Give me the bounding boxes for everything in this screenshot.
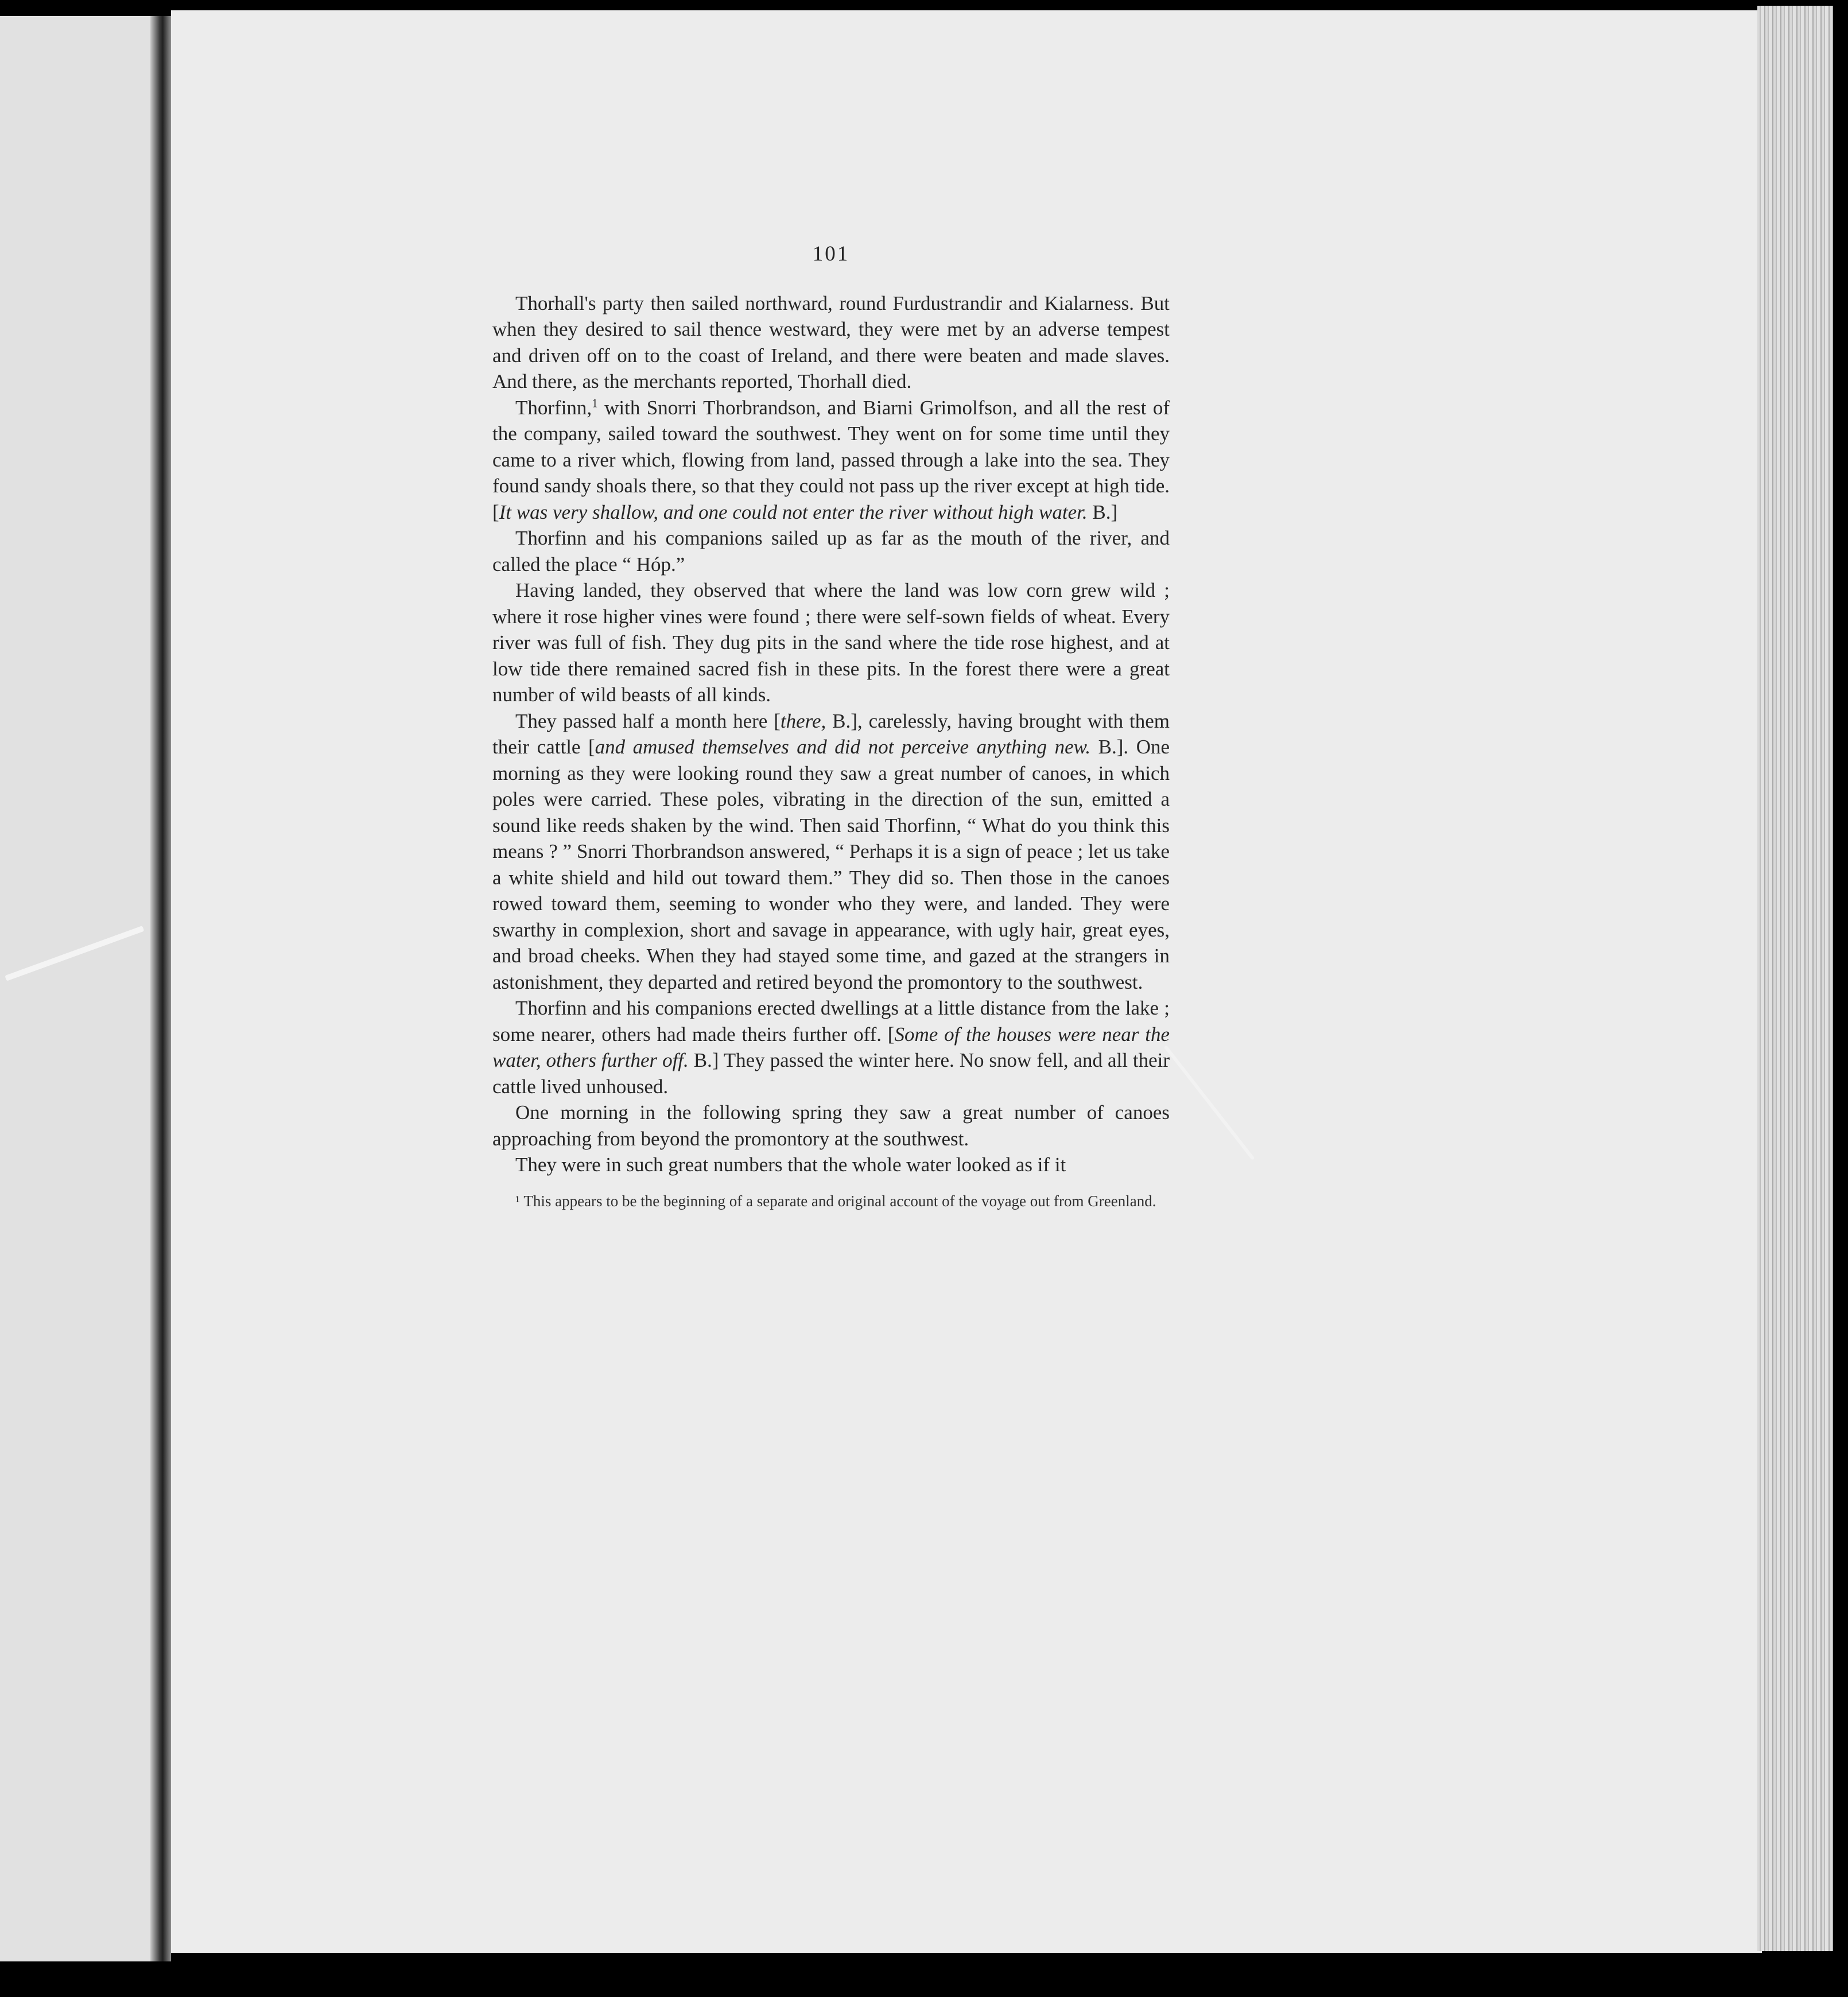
text-run: B.], carelessly, having brought with them their cattle [ [492,709,1170,758]
text-run: Thorfinn, [515,396,592,419]
text-run: They passed half a month here [ [515,709,781,732]
text-run: with Snorri Thorbrandson, and Biarni Grimolfson, and all the rest of the company, sailed toward the southwest. They went on for some time until they came to a river which, flowing from land, passed through a lake into the sea. They found sandy shoals there, so that they could not pass up the river except at high tide. [ [492,396,1170,523]
italic-insertion: there, [780,709,826,732]
page-stack-edge [1757,6,1833,1951]
text-run: Thorfinn and his companions erected dwellings at a little distance from the lake ; some nearer, others had made theirs further off. [ [492,997,1170,1046]
left-page-edge [0,16,154,1961]
text-run: B.] [1087,500,1118,523]
paragraph [492,1099,1170,1152]
text-run: One morning in the following spring they saw a great number of canoes approaching from beyond the promontory at the southwest. [492,1101,1170,1150]
text-run: B.]. One morning as they were looking round they saw a great number of canoes, in which poles were carried. These poles, vibrating in the direction of the sun, emitted a sound like reeds shaken by the wind. Then said Thorfinn, “ What do you think this means ? ” Snorri Thorbrandson answered, “ Perhaps it is a sign of peace ; let us take a white shield and hild out toward them.” They did so. Then those in the canoes rowed toward them, seeming to wonder who they were, and landed. They were swarthy in complexion, short and savage in appearance, with ugly hair, great eyes, and broad cheeks. When they had stayed some time, and gazed at the strangers in astonishment, they departed and retired beyond the promontory to the southwest. [492,736,1170,993]
book-gutter [150,16,171,1961]
paragraph [492,1152,1170,1178]
page-text [492,241,1170,1228]
paragraph [492,395,1170,526]
footnote-marker: 1 [592,395,598,410]
italic-insertion: It was very shallow, and one could not enter the river without high water. [499,500,1088,523]
text-run: Thorhall's party then sailed northward, round Furdustrandir and Kialarness. But when they desired to sail thence westward, they were met by an adverse tempest and driven off on to the coast of Ireland, and there were beaten and made slaves. And there, as the merchants reported, Thorhall died. [492,292,1170,393]
paragraph [492,525,1170,577]
paragraph [492,708,1170,996]
paragraph [492,577,1170,708]
italic-insertion: and amused themselves and did not perceive anything new. [595,736,1091,758]
page-number: 101 [812,242,850,266]
text-run: They were in such great numbers that the whole water looked as if it [515,1153,1066,1176]
text-run: B.] They passed the winter here. No snow fell, and all their cattle lived unhoused. [492,1049,1170,1098]
paragraph [492,995,1170,1099]
text-run: Thorfinn and his companions sailed up as far as the mouth of the river, and called the place “ Hóp.” [492,527,1170,576]
italic-insertion: Some of the houses were near the water, others further off. [492,1023,1170,1071]
paragraph [492,290,1170,395]
footnote: ¹ This appears to be the beginning of a separate and original account of the voyage out from Greenland. [515,1192,1156,1210]
text-run: Having landed, they observed that where the land was low corn grew wild ; where it rose higher vines were found ; there were self-sown fields of wheat. Every river was full of fish. They dug pits in the sand where the tide rose highest, and at low tide there remained sacred fish in these pits. In the forest there were a great number of wild beasts of all kinds. [492,579,1170,706]
